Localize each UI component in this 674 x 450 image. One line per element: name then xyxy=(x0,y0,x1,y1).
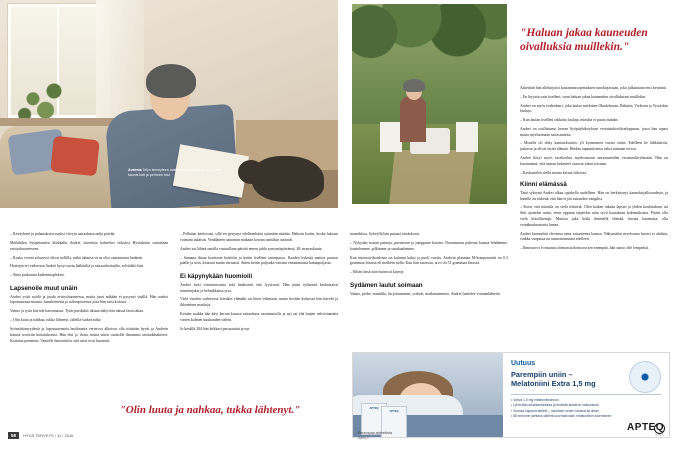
ad-box-label: APTEQ xyxy=(369,407,379,410)
page-number: 58 xyxy=(8,432,19,439)
pull-quote: "Haluan jakaa kauneuden oivalluksia muillekin." xyxy=(520,27,648,54)
ad-bullet: • Suussa hajoava tabletti – nautitaan veden kanssa tai ilman xyxy=(511,409,661,414)
ad-seal-icon xyxy=(629,361,661,393)
ad-brand-sub: SINÄ xyxy=(655,433,664,437)
paragraph: Andrei on osallistunut kerran Syöpäyhdistyksen vertaistukiviikonloppuun, jossa hän tapasi muita myeloomaan sairastuneita. xyxy=(520,126,668,137)
garden-trees xyxy=(352,4,507,96)
paragraph: Andrei liittyi myös facebookin myeloomaan sairastuneiden vertaistukiryhmään. Hän on huomannut, että saman kokeneet osaavat tukea toisiaan. xyxy=(520,156,668,166)
paragraph: – En kirjoita vain itselleni, vaan haluan jakaa kauneuden oivalluksiani muillekin. xyxy=(520,94,646,99)
ad-title-line2: Melatoniini Extra 1,5 mg xyxy=(511,379,596,389)
ad-bullet: • Lyhentää nukahtamisaikaa ja lievittää aikaeron vaikutuksia xyxy=(511,403,661,408)
paragraph: Vaimo ja tytär kävivät katsomassa. Tytär purskahti itkuun näkyviän näissä lasin takaa. xyxy=(10,309,144,314)
paragraph: – Keskustelen siellä monta kertaa viikossa. xyxy=(520,170,587,175)
photo-dog xyxy=(252,156,324,202)
paragraph: Andrei yritti syödä ja juoda eristyshuoneessa, mutta jauri mikään ei pysynyt sisällä. Hän uaeksi laposuutensa maasta, kanalieniestä ja taltarspeoersta joita hän saisi koitosa. xyxy=(10,294,168,305)
ad-box-label: APTEQ xyxy=(389,410,399,413)
paragraph: – Monille oli tehty kantasolusiirto yli kymmenen vuotta sitten. Edelleen he hihkäisivät, jaskavat ja elivät täyttä elämää. Heidän tapaamisensa vaksi mimaan toivoa. xyxy=(520,141,668,152)
ad-kicker: Uutuus xyxy=(511,360,536,367)
paragraph: Huttojen eri vaiheessa Andrei kysyi usein lääkäriltä ja sairaanhoitajilta, selviääkö hän. xyxy=(10,264,144,269)
photo-man-hair xyxy=(146,64,196,98)
body-column-2 xyxy=(180,232,338,400)
subheading: Sydämen laulut soimaan xyxy=(350,282,423,290)
paragraph: Jo kesällä 204 hän leikkasi perusautiat ja nyt xyxy=(180,326,250,331)
paragraph: Tänä syksynä Andrei alkaa opiskella uudelleen. Hän on herkistynyt kaunokirjallisuudesta, ja hänelle on tärkeää, että hän ei jää sairauden vangiksi. xyxy=(520,190,668,201)
paragraph: Kesään saakka hän kävi kerran kuussa sairaalassa vastaanotolla ja nyt asi yhä luujen vahvistamista varten kolmen kuukauden välein. xyxy=(180,312,338,323)
paragraph: – Nykyään nostan painoja, puznerran ja jumppaan kotona. Nuorimman puheani kanssa lehdämme, kaistelemme, pilkimme ja snorkaalemme. xyxy=(350,240,508,251)
paragraph: Vaimo, perhe, musiikki, kirjoittaminen, ystävät, matkustaminen. Andrei luettelee voimanlähteitä. xyxy=(350,291,501,296)
ad-title-line1: Parempiin uniin – xyxy=(511,370,573,379)
paragraph: – Kun laulan itselleni rakkaita lauluja, minulta ei puutu mitään. xyxy=(520,118,619,123)
paragraph: – Olin kuita ja nahkaa, tukka lähtenyt, iideilla surkea näky. xyxy=(10,318,102,323)
photo-curtain xyxy=(96,0,144,124)
photo-caption xyxy=(128,168,226,179)
garden-photo xyxy=(352,4,507,204)
right-column xyxy=(520,86,668,255)
paragraph: Syömättömyydestä ja laposuutenasta huolimatta veriarvot alkoivat olla riittävän hyvät ja Andrein kanssa sovittiin kotiutuksesta. Hän ehti jo iloita, mutta sitten osastolle ilmaantui taistudubakteeri. Kotiutus perumtui. Vamolle ilmoitettiin, että asiat ovat huonosti. xyxy=(10,327,168,343)
ad-divider xyxy=(511,394,661,395)
subheading: Ei käpynykään huomioili xyxy=(180,273,253,281)
advertisement[interactable] xyxy=(352,352,670,438)
subheading: Lapsenoile muut unäin xyxy=(10,285,78,293)
paragraph: – Ihmisarvot ei muutuu olemassaolotasoon sen enempää, hän sanoo olle lempeästi. xyxy=(520,246,650,251)
paragraph: – Samana iltana konttasin kettiöön ja keitin itselleni tattarpuroa. Kaaden kylmää maitoa puuron päälle ja söin, lottasati mutta varmasti. Sitten keitin puljonka vatonni ensämmäistä kananpoijasta. xyxy=(180,255,338,266)
paragraph: Meilahden Syöpätautien klinikalla Andrei siirrettiin kolmeksi viikoksi Hyvinkään sairaalaan eristyshuoneeseen. xyxy=(10,240,168,251)
paragraph: – Siinä purkautui kaikenmaplekini. xyxy=(10,273,65,278)
paragraph: – Koen, että minulla on vielä tehtäviä. Olen kaiken aikaan lapsen ja yhden koulutuksen isä Sitti ajattelen uuttu, etten oppinut tarpeeksi näin syvä kautakaan kokemuksista. Pitäisi olla vielä kiitollisempi. Mutista joka hetki ihmetellä elämää, huvata kauneutta, olla veinäkuulmatonta lamaa. xyxy=(520,205,668,227)
paragraph: – Pelkäsin kaolovani, sillä en pystynyt edelleenkään syömään mitään. Halusin kotiin, koska halusin voimani takaisin. Venäläinen sanontan mukaan kotona smitäkin auttavat. xyxy=(180,232,338,242)
paragraph: – Eihän tässä niin huonosti käynyt. xyxy=(350,270,405,275)
garden-person xyxy=(400,96,426,142)
ad-brand-name: APTEQ xyxy=(627,422,664,433)
folio xyxy=(8,432,73,439)
bottom-pull-quote: "Olin luuta ja nahkaa, tukka lähtenyt." xyxy=(119,404,301,416)
ad-photo xyxy=(353,353,503,437)
paragraph: – Keväyksen ja palautuksen vuoksi viivyin sairaalassa neljä päivää. xyxy=(10,232,116,236)
ad-brand-mark-icon xyxy=(654,423,665,434)
ad-footer-url[interactable]: apteq.fi xyxy=(358,435,369,440)
main-photo xyxy=(0,0,338,208)
ad-footer-text xyxy=(358,431,392,440)
paragraph: Kun intensiivihoidoista on kulunut kaksi ja puoli vuotta, Andrein plasman M-komponentti on 0,3 grammaa litrassa eli melkein nolla. Kun hän sairastui, arvo oli 51 grammaa litrassa. xyxy=(350,255,508,266)
body-column-1 xyxy=(10,232,168,400)
photo-pillow-red xyxy=(50,136,100,177)
photo-caption-text: Teij:n terveyteen ovat muun muassa hyvät yöunet, kaunis koti ja perheen tuki. xyxy=(128,168,223,178)
paragraph: – Koska voreni soluarvot olivat nollilla, mikä tahansa virus olisi vaarantanut henkeni. xyxy=(10,255,144,260)
folio-text: HYVÄ TERVEYS / 11 / 2016 xyxy=(23,433,74,438)
paragraph: Vielä vuoden vaihteessa loivakin ylämäki sai hiien vahrnaan, mutta kevään kuluessa hän kävelti ja ikkenetten mashoja. xyxy=(180,297,338,308)
ad-footer-title: Parempaa apteekista xyxy=(358,431,392,435)
ad-bullet: • Vahva 1,5 mg melatoniiniannos xyxy=(511,398,661,403)
garden-chair-left xyxy=(380,122,402,152)
ad-bullet: • 88 erinomin jaettava tabletti kuormahoidon melatoniinin tukemiseen xyxy=(511,414,661,419)
paragraph: Äskettäin hän allekirjoitti kustannussopimuksen runokirjastaan, joka julkaistaan ensi keväänä. xyxy=(520,86,667,90)
ad-brand-logo xyxy=(627,422,664,437)
paragraph: Andrei sai lähteä omalla vastuullaan päivää ennen juhla syntymäpäivänsä, 48. marraskuuta. xyxy=(180,246,323,251)
ad-footer xyxy=(352,422,668,446)
ad-product-boxes xyxy=(361,403,413,433)
paragraph: Andrei on myös tvubadueri, joka laulaa mieluiten Okudzhavan, Rakinin, Vizborin ja Vysotskin lauluja. xyxy=(520,103,668,114)
photo-caption-lead: Avaimia xyxy=(128,168,142,172)
paragraph: Andrei luoti voimistuvansa seki henkisesti että fyysisesti. Hän pääsi työhönsä keskustaisti toimittajaksi ja hehnikkaasa yrsa. xyxy=(180,282,338,293)
section-heading: Kiinni elämässä xyxy=(520,181,567,189)
garden-path xyxy=(389,150,475,204)
ad-bullet-list xyxy=(511,398,661,419)
paragraph: nurmikkoa. Sykeyllä hän putaasi rästäskorat. xyxy=(350,232,420,236)
paragraph: Andrei luonnehtii olevansa sinut sairautensa kanssa. Näkymätön myelooma kaveri ei ahdista, vaikka vaapassa on tunnottomuutta edelleen. xyxy=(520,231,668,242)
garden-chair-right xyxy=(456,122,478,152)
